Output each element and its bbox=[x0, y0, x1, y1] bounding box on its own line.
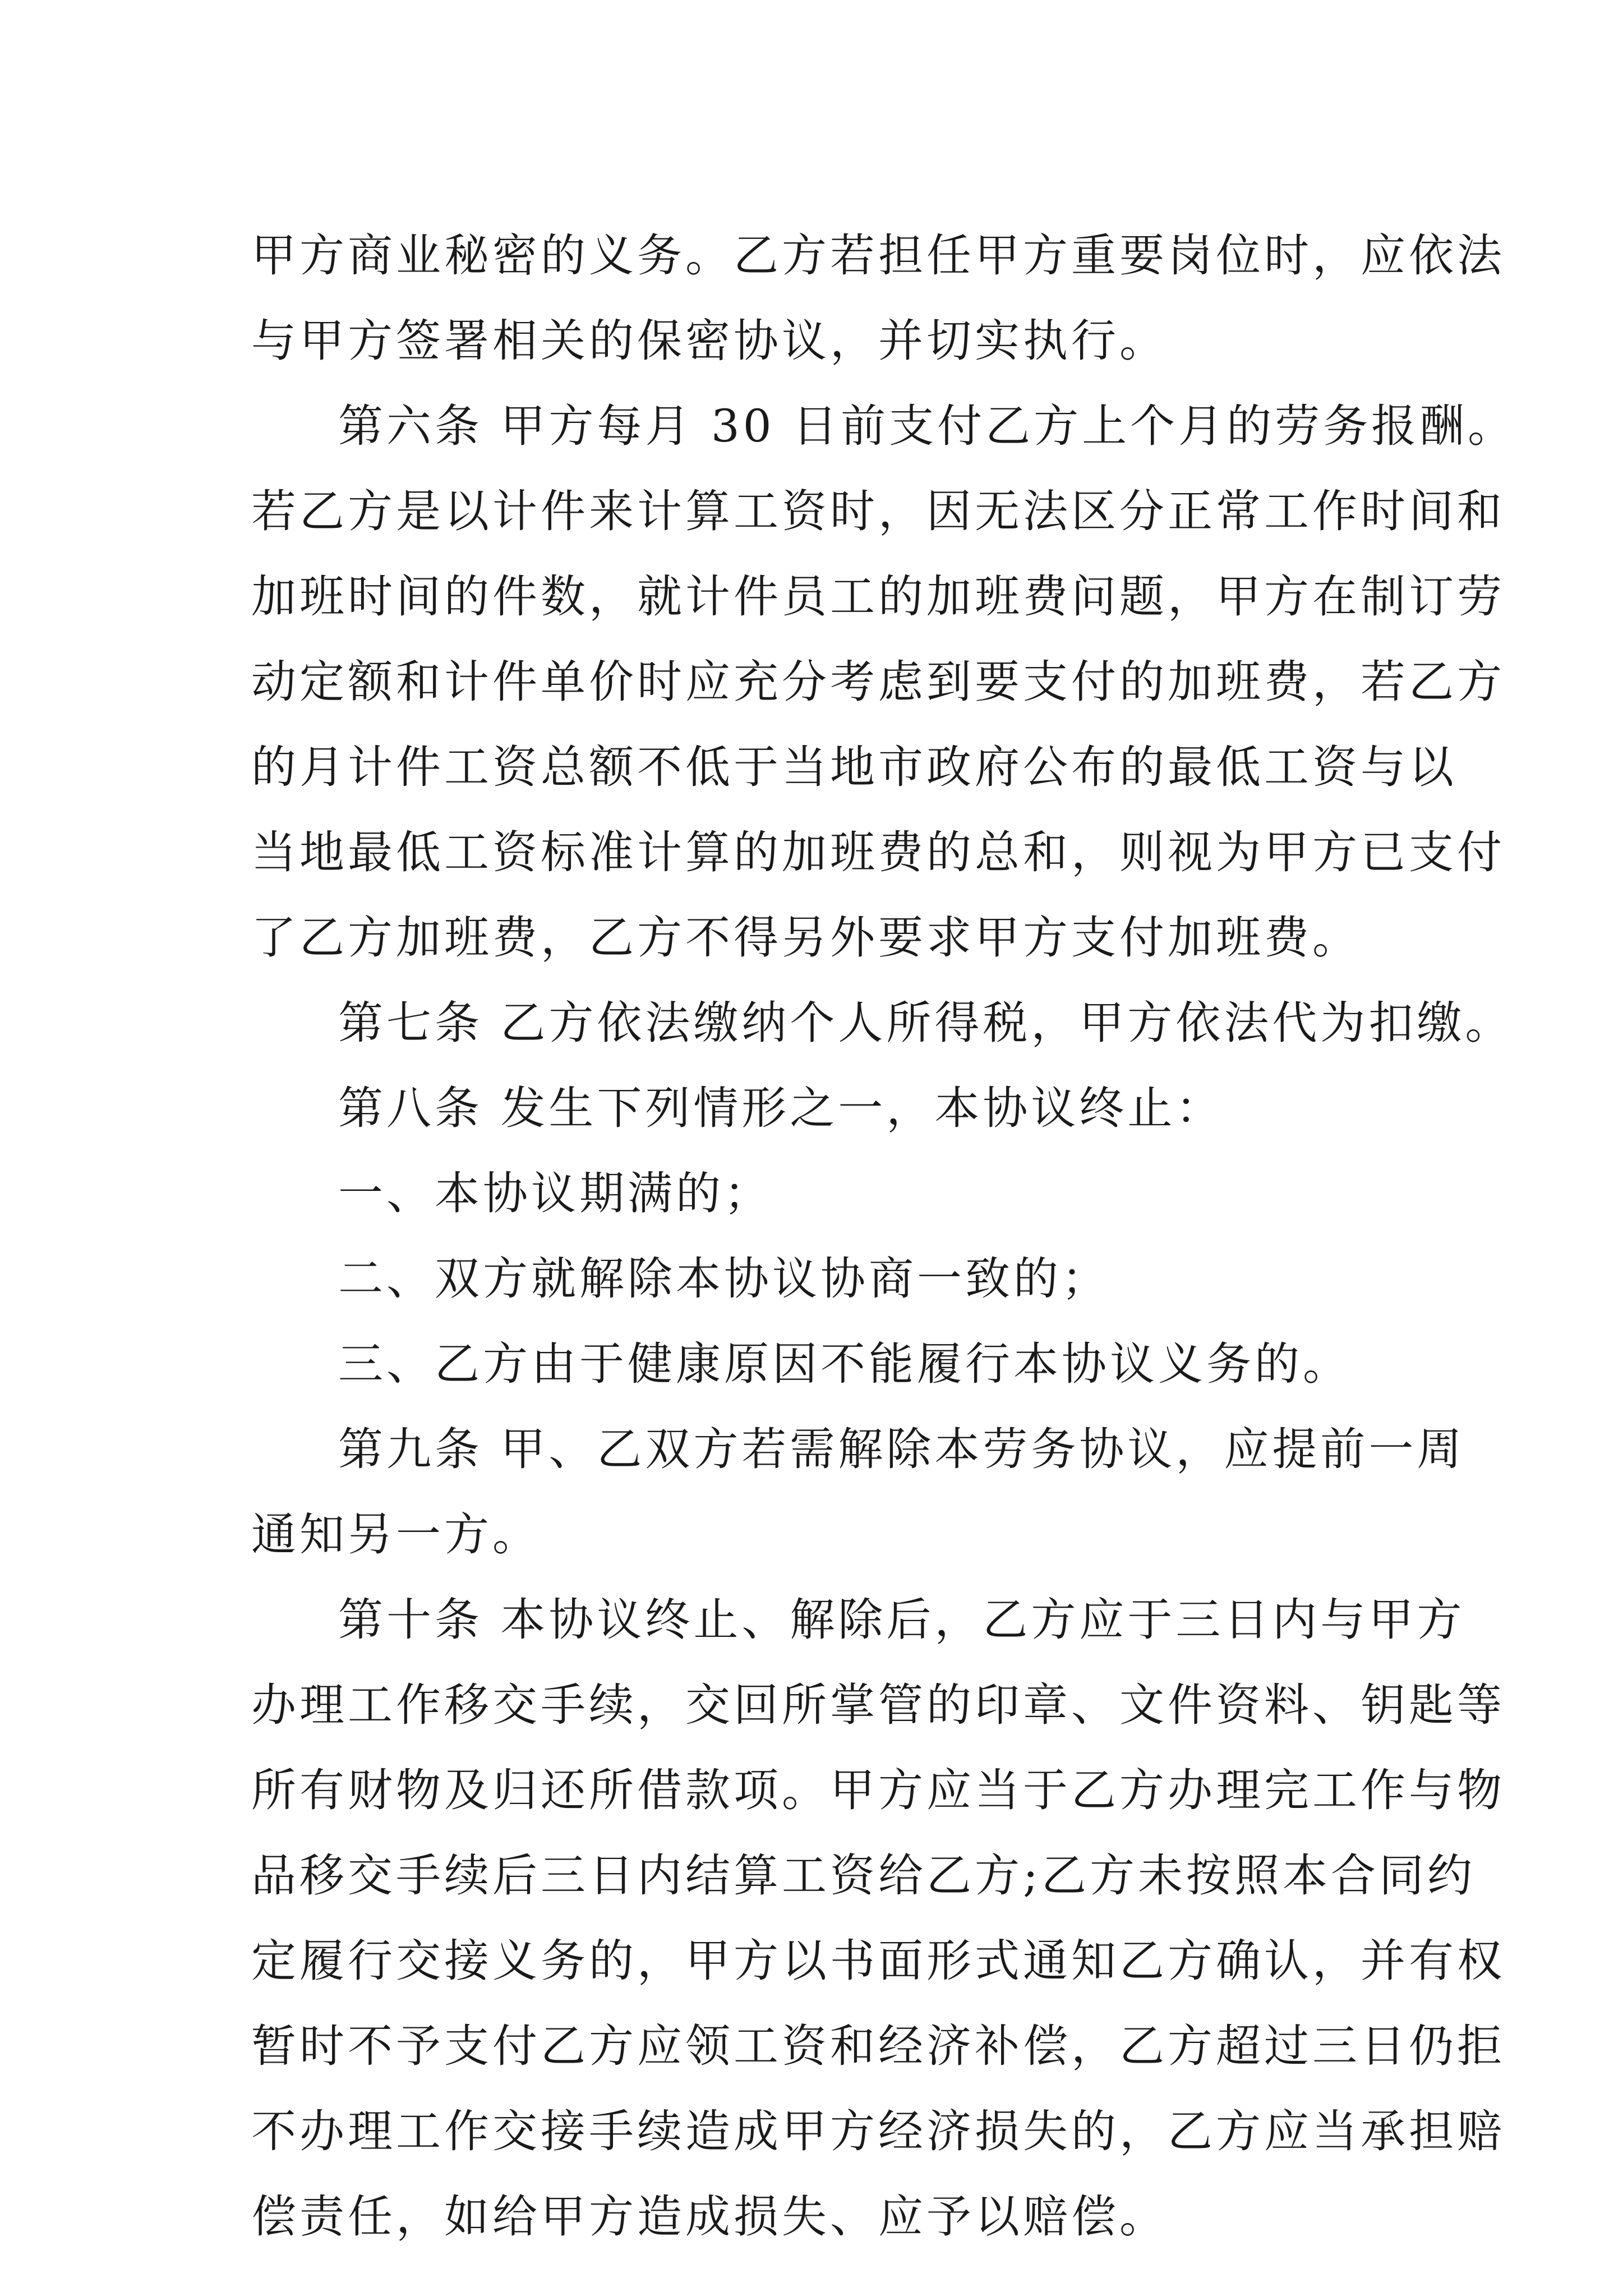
text-line: 定履行交接义务的，甲方以书面形式通知乙方确认，并有权 bbox=[251, 1935, 1505, 1987]
text-line: 当地最低工资标准计算的加班费的总和，则视为甲方已支付 bbox=[251, 826, 1505, 878]
text-line: 与甲方签署相关的保密协议，并切实执行。 bbox=[251, 315, 1168, 367]
text-line: 办理工作移交手续，交回所掌管的印章、文件资料、钥匙等 bbox=[251, 1679, 1505, 1731]
text-line: 若乙方是以计件来计算工资时，因无法区分正常工作时间和 bbox=[251, 485, 1505, 537]
text-line: 所有财物及归还所借款项。甲方应当于乙方办理完工作与物 bbox=[251, 1764, 1505, 1816]
list-item-2: 二、双方就解除本协议协商一致的； bbox=[338, 1253, 1110, 1305]
article-9-line: 第九条 甲、乙双方若需解除本劳务协议，应提前一周 bbox=[338, 1423, 1465, 1475]
text-line: 暂时不予支付乙方应领工资和经济补偿，乙方超过三日仍拒 bbox=[251, 2020, 1505, 2072]
list-item-3: 三、乙方由于健康原因不能履行本协议义务的。 bbox=[338, 1338, 1351, 1390]
article-7-line: 第七条 乙方依法缴纳个人所得税，甲方依法代为扣缴。 bbox=[338, 997, 1514, 1049]
text-line: 加班时间的件数，就计件员工的加班费问题，甲方在制订劳 bbox=[251, 570, 1505, 623]
article-8-line: 第八条 发生下列情形之一，本协议终止： bbox=[338, 1082, 1224, 1134]
text-line: 通知另一方。 bbox=[251, 1508, 541, 1561]
document-body bbox=[251, 213, 1516, 2260]
text-line: 动定额和计件单价时应充分考虑到要支付的加班费，若乙方 bbox=[251, 656, 1505, 708]
text-line: 的月计件工资总额不低于当地市政府公布的最低工资与以 bbox=[251, 741, 1457, 793]
text-line: 了乙方加班费，乙方不得另外要求甲方支付加班费。 bbox=[251, 912, 1361, 964]
list-item-1: 一、本协议期满的； bbox=[338, 1167, 772, 1220]
article-10-line: 第十条 本协议终止、解除后，乙方应于三日内与甲方 bbox=[338, 1594, 1465, 1646]
article-6-heading-line: 第六条 甲方每月 30 日前支付乙方上个月的劳务报酬。 bbox=[338, 400, 1516, 452]
text-line: 偿责任，如给甲方造成损失、应予以赔偿。 bbox=[251, 2191, 1168, 2243]
text-line: 不办理工作交接手续造成甲方经济损失的，乙方应当承担赔 bbox=[251, 2105, 1505, 2157]
text-line: 品移交手续后三日内结算工资给乙方;乙方未按照本合同约 bbox=[251, 1849, 1476, 1902]
text-line: 甲方商业秘密的义务。乙方若担任甲方重要岗位时，应依法 bbox=[251, 229, 1505, 282]
